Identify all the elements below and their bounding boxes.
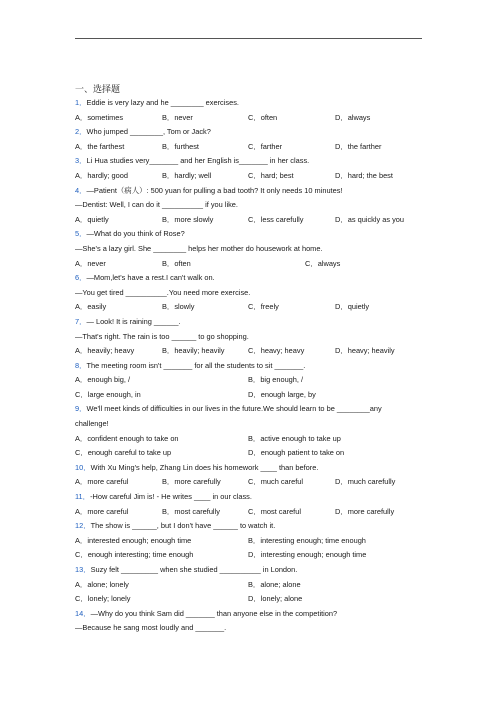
question-text: The show is ______, but I don't have ______ to watch it. [90,521,276,531]
question-block [75,184,435,228]
question-text: -How careful Jim is! - He writes ____ in our class. [90,492,252,502]
options-row [75,373,435,388]
option-b[interactable]: B．interesting enough; time enough [248,535,366,545]
option-d[interactable]: D．enough patient to take on [248,448,345,458]
section-title: 一、选择题 [75,84,121,94]
option-b[interactable]: B．hardly; well [162,170,212,180]
option-d[interactable]: D．lonely; alone [248,594,303,604]
option-c[interactable]: C．enough interesting; time enough [75,550,194,560]
question-number: 13． [75,565,91,574]
option-a[interactable]: A．confident enough to take on [75,433,179,443]
option-c[interactable]: C．most careful [248,506,301,516]
question-block [75,227,435,271]
option-b[interactable]: B．never [162,112,193,122]
question-stem [75,563,435,578]
option-d[interactable]: D．more carefully [335,506,395,516]
options-row [75,169,435,184]
question-stem [75,271,435,286]
options-row [75,505,435,520]
question-number: 10． [75,462,91,472]
option-a[interactable]: A．more careful [75,506,129,516]
question-number: 2． [75,127,87,137]
option-b[interactable]: B．big enough, / [248,375,304,385]
option-a[interactable]: A．more careful [75,477,129,487]
option-d[interactable]: D．the farther [335,141,382,151]
question-block [75,490,435,519]
question-stem [75,184,435,199]
question-list [75,83,435,636]
option-c[interactable]: C．large enough, in [75,389,141,399]
question-text-continued: —Because he sang most loudly and _______. [75,623,227,633]
question-stem [75,227,435,242]
question-number: 3． [75,156,87,166]
options-row [75,475,435,490]
option-b[interactable]: B．more slowly [162,214,214,224]
option-c[interactable]: C．hard; best [248,170,294,180]
question-block [75,125,435,154]
question-number: 8． [75,360,87,370]
question-text-continued: —She's a lazy girl. She ________ helps her mother do housework at home. [75,243,323,253]
option-a[interactable]: A．never [75,258,106,268]
question-text: —What do you think of Rose? [86,229,185,239]
question-number: 4． [75,185,87,195]
question-stem [75,607,435,622]
question-text-continued: challenge! [75,419,109,429]
question-text: —Why do you think Sam did _______ than anyone else in the competition? [90,608,338,618]
question-number: 6． [75,273,87,283]
option-d[interactable]: D．enough large, by [248,389,316,399]
question-text: —Patient（病人）: 500 yuan for pulling a bad tooth? It only needs 10 minutes! [86,185,343,195]
option-c[interactable]: C．less carefully [248,214,304,224]
option-b[interactable]: B．alone; alone [248,579,301,589]
question-stem [75,402,435,417]
option-b[interactable]: B．most carefully [162,506,220,516]
question-text-continued: —That's right. The rain is too ______ to go shopping. [75,331,249,341]
options-row [75,111,435,126]
option-c[interactable]: C．heavy; heavy [248,346,305,356]
option-c[interactable]: C．freely [248,302,279,312]
question-text: With Xu Ming's help, Zhang Lin does his homework ____ than before. [90,462,319,472]
question-number: 7． [75,316,87,326]
question-block [75,271,435,315]
question-block [75,96,435,125]
option-a[interactable]: A．sometimes [75,112,124,122]
option-d[interactable]: D．hard; the best [335,170,393,180]
options-row [75,592,435,607]
options-row [75,446,435,461]
question-text: —Mom,let's have a rest.I can't walk on. [86,273,215,283]
option-c[interactable]: C．enough careful to take up [75,448,172,458]
question-block [75,563,435,607]
question-block [75,154,435,183]
options-row [75,257,435,272]
question-text: Eddie is very lazy and he ________ exercises. [86,98,239,107]
options-row [75,432,435,447]
option-c[interactable]: C．always [305,258,341,268]
option-b[interactable]: B．slowly [162,302,195,312]
question-stem [75,96,435,111]
option-c[interactable]: C．often [248,112,278,122]
options-row [75,578,435,593]
options-row [75,548,435,563]
option-a[interactable]: A．hardly; good [75,170,128,180]
question-stem [75,154,435,169]
question-block [75,461,435,490]
option-d[interactable]: D．much carefully [335,477,396,487]
question-number: 5． [75,229,87,239]
question-number: 1． [75,98,87,107]
question-text: Who jumped ________, Tom or Jack? [86,127,211,137]
options-row [75,534,435,549]
question-number: 11． [75,492,91,502]
option-d[interactable]: D．always [335,112,371,122]
option-a[interactable]: A．heavily; heavy [75,346,135,356]
option-a[interactable]: A．interested enough; enough time [75,535,192,545]
option-a[interactable]: A．easily [75,302,107,312]
option-a[interactable]: A．enough big, / [75,375,131,385]
options-row [75,388,435,403]
option-b[interactable]: B．more carefully [162,477,221,487]
question-stem [75,359,435,374]
question-block [75,607,435,636]
question-text: Suzy felt _________ when she studied __________ in London. [90,565,298,574]
option-b[interactable]: B．heavily; heavily [162,346,225,356]
question-number: 12． [75,521,91,531]
option-b[interactable]: B．furthest [162,141,199,151]
option-d[interactable]: D．quietly [335,302,370,312]
question-stem [75,519,435,534]
option-d[interactable]: D．interesting enough; enough time [248,550,367,560]
question-stem [75,461,435,476]
question-stem [75,490,435,505]
option-c[interactable]: C．lonely; lonely [75,594,131,604]
question-block [75,402,435,460]
option-b[interactable]: B．often [162,258,191,268]
question-text-continued: —You get tired __________.You need more exercise. [75,287,251,297]
question-stem [75,315,435,330]
question-block [75,359,435,403]
question-number: 14． [75,608,91,618]
option-a[interactable]: A．quietly [75,214,109,224]
question-text: — Look! It is raining ______. [86,316,181,326]
question-text-continued: —Dentist: Well, I can do it __________ if you like. [75,200,238,210]
header-rule [75,38,422,39]
option-a[interactable]: A．alone; lonely [75,579,129,589]
options-row [75,213,435,228]
options-row [75,140,435,155]
question-text: Li Hua studies very_______ and her English is_______ in her class. [86,156,310,166]
options-row [75,300,435,315]
questions-container [75,96,435,636]
question-number: 9． [75,404,87,414]
option-c[interactable]: C．farther [248,141,283,151]
option-c[interactable]: C．much careful [248,477,304,487]
question-block [75,315,435,359]
question-text: We'll meet kinds of difficulties in our lives in the future.We should learn to be ________any [86,404,382,414]
question-block [75,519,435,563]
option-a[interactable]: A．the farthest [75,141,125,151]
question-text: The meeting room isn't _______ for all the students to sit _______. [86,360,306,370]
option-d[interactable]: D．as quickly as you [335,214,405,224]
question-stem [75,125,435,140]
option-d[interactable]: D．heavy; heavily [335,346,395,356]
options-row [75,344,435,359]
option-b[interactable]: B．active enough to take up [248,433,341,443]
